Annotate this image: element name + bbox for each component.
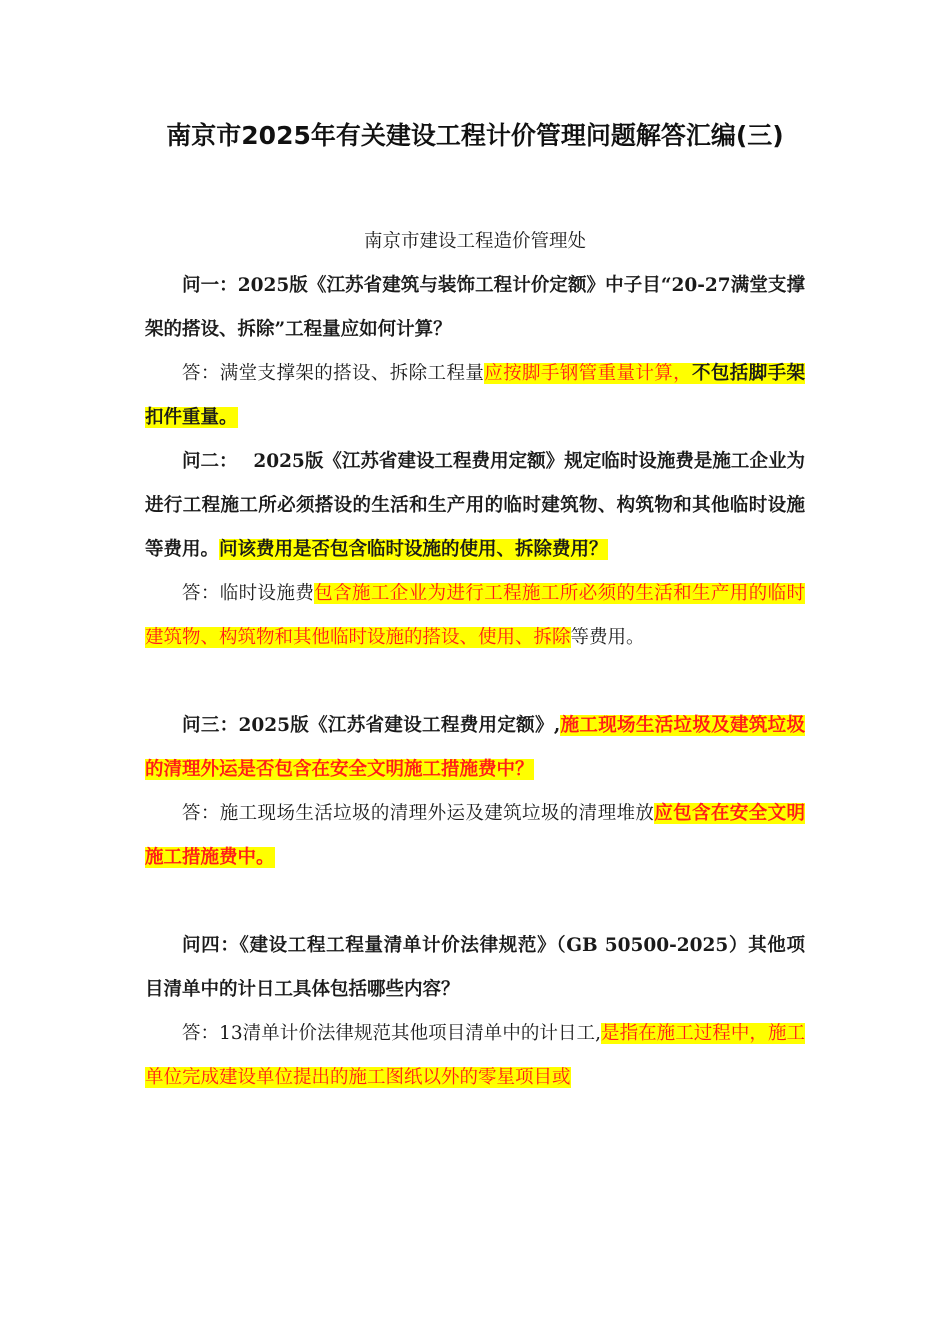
answer-2-text: 答：临时设施费 xyxy=(182,583,315,604)
document-page xyxy=(145,110,805,1100)
question-2-text: 问二： 2025版《江苏省建设工程费用定额》规定临时设施费是施工企业为进行工程施工所必须搭设的生活和生产用的临时建筑物、构筑物和其他临时设施等费用。 xyxy=(145,451,805,560)
answer-3 xyxy=(145,792,805,880)
answer-4-highlight: 是指在施工过程中，施工单位完成建设单位提出的施工图纸以外的零星项目或 xyxy=(145,1023,805,1088)
answer-4 xyxy=(145,1012,805,1100)
answer-2 xyxy=(145,572,805,660)
answer-3-text: 答：施工现场生活垃圾的清理外运及建筑垃圾的清理堆放 xyxy=(182,803,655,824)
question-3-text: 问三：2025版《江苏省建设工程费用定额》, xyxy=(182,715,561,736)
answer-2-tail: 等费用。 xyxy=(570,627,645,648)
question-3 xyxy=(145,704,805,792)
answer-2-highlight: 包含施工企业为进行工程施工所必须的生活和生产用的临时建筑物、构筑物和其他临时设施的搭设、使用、拆除 xyxy=(145,583,805,648)
issuing-organization: 南京市建设工程造价管理处 xyxy=(363,231,586,252)
question-3-highlight: 施工现场生活垃圾及建筑垃圾的清理外运是否包含在安全文明施工措施费中？ xyxy=(145,715,805,780)
question-2-highlight: 问该费用是否包含临时设施的使用、拆除费用？ xyxy=(219,539,608,560)
spacer xyxy=(145,880,805,924)
question-1: 问一：2025版《江苏省建筑与装饰工程计价定额》中子目“20-27满堂支撑架的搭设、拆除”工程量应如何计算？ xyxy=(145,275,805,340)
document-title: 南京市2025年有关建设工程计价管理问题解答汇编(三) xyxy=(166,121,784,150)
spacer xyxy=(145,660,805,704)
answer-1 xyxy=(145,352,805,440)
answer-1-highlight-bold: 不包括脚手架扣件重量。 xyxy=(145,363,805,428)
answer-3-highlight: 应包含在安全文明施工措施费中。 xyxy=(145,803,805,868)
answer-1-text: 答：满堂支撑架的搭设、拆除工程量 xyxy=(182,363,485,384)
question-2 xyxy=(145,440,805,572)
question-4: 问四：《建设工程工程量清单计价法律规范》（GB 50500-2025）其他项目清单中的计日工具体包括哪些内容？ xyxy=(145,935,805,1000)
answer-1-highlight: 应按脚手钢管重量计算， xyxy=(484,363,693,384)
answer-4-text: 答：13清单计价法律规范其他项目清单中的计日工, xyxy=(182,1023,601,1044)
